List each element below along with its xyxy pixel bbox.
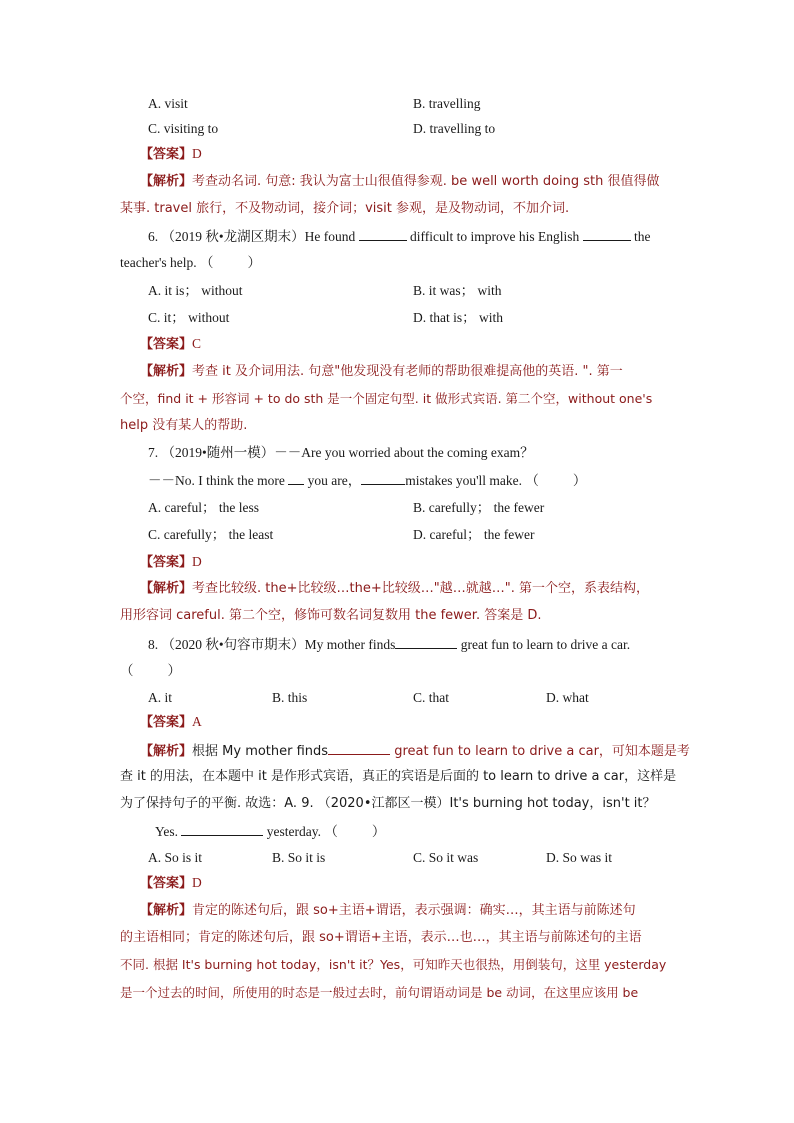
q8-option-b: B. this	[272, 690, 308, 705]
answer-blank	[361, 471, 405, 485]
q5-analysis-line-2: 某事. travel 旅行，不及物动词，接介词；visit 参观，是及物动词，不加介词.	[120, 201, 570, 216]
q7-answer	[140, 553, 202, 572]
analysis-label: 【解析】	[140, 174, 193, 189]
answer-blank	[288, 471, 304, 485]
q8-option-c: C. that	[413, 690, 449, 705]
q6-stem-line-2: teacher's help. （ ）	[120, 255, 262, 270]
answer-blank	[395, 635, 457, 649]
answer-value: C	[192, 336, 202, 351]
q6-answer	[140, 335, 201, 354]
q6-option-d: D. that is； with	[413, 310, 503, 325]
answer-value: A	[192, 714, 202, 729]
q7-option-c: C. carefully； the least	[148, 527, 274, 542]
q9-option-c: C. So it was	[413, 850, 479, 865]
q9-analysis-line-2: 的主语相同；肯定的陈述句后，跟 so+谓语+主语，表示…也…，其主语与前陈述句的主语	[120, 930, 642, 945]
q5-analysis-line-1: 【解析】考查动名词. 句意: 我认为富士山很值得参观. be well worth doing sth 很值得做	[140, 174, 660, 189]
q9-analysis-line-3: 不同. 根据 It's burning hot today，isn't it？Yes，可知昨天也很热，用倒装句，这里 yesterday	[120, 957, 667, 972]
q5-option-a: A. visit	[148, 96, 188, 111]
analysis-label: 【解析】	[140, 744, 193, 759]
q7-option-a: A. careful； the less	[148, 500, 259, 515]
answer-blank	[328, 741, 390, 755]
q9-option-d: D. So was it	[546, 850, 613, 865]
q8-stem-line-2: （ ）	[120, 663, 181, 678]
analysis-label: 【解析】	[140, 903, 193, 918]
q8-stem-line-1: 8. （2020 秋•句容市期末）My mother finds great fun to learn to drive a car.	[148, 637, 631, 652]
q9-answer	[140, 874, 202, 893]
q5-option-d: D. travelling to	[413, 121, 496, 136]
q9-option-b: B. So it is	[272, 850, 326, 865]
q7-stem-line-1: 7. （2019•随州一模）－－Are you worried about the coming exam？	[148, 445, 534, 460]
q7-option-b: B. carefully； the fewer	[413, 500, 545, 515]
q9-analysis-line-1: 【解析】肯定的陈述句后，跟 so+主语+谓语，表示强调：确实…，其主语与前陈述句	[140, 903, 636, 918]
answer-value: D	[192, 554, 202, 569]
q5-answer	[140, 145, 202, 164]
q6-option-b: B. it was； with	[413, 283, 502, 298]
analysis-label: 【解析】	[140, 364, 193, 379]
q8-answer	[140, 713, 202, 732]
q8-option-a: A. it	[148, 690, 173, 705]
q8-option-d: D. what	[546, 690, 589, 705]
answer-blank	[181, 822, 263, 836]
q5-option-c: C. visiting to	[148, 121, 219, 136]
q9-stem-line-2: Yes. yesterday. （ ）	[155, 824, 386, 839]
q8-analysis-line-2: 查 it 的用法，在本题中 it 是作形式宾语，真正的宾语是后面的 to learn to drive a car，这样是	[120, 769, 677, 784]
q6-analysis-line-1: 【解析】考查 it 及介词用法. 句意"他发现没有老师的帮助很难提高他的英语. ". 第一	[140, 364, 623, 379]
answer-label: 【答案】	[140, 715, 193, 730]
q7-analysis-line-1: 【解析】考查比较级. the+比较级…the+比较级…"越…就越…". 第一个空，系表结构，	[140, 581, 649, 596]
answer-blank	[583, 227, 631, 241]
q9-analysis-line-4: 是一个过去的时间，所使用的时态是一般过去时，前句谓语动词是 be 动词，在这里应该用 be	[120, 985, 639, 1000]
q7-option-d: D. careful； the fewer	[413, 527, 535, 542]
answer-value: D	[192, 875, 202, 890]
answer-blank	[359, 227, 407, 241]
q9-stem-line-1: 9. （2020•江都区一模）It's burning hot today，isn't it？	[301, 796, 656, 811]
q6-stem-line-1: 6. （2019 秋•龙湖区期末）He found difficult to improve his English the	[148, 229, 651, 244]
q5-option-b: B. travelling	[413, 96, 481, 111]
q6-analysis-line-2: 个空，find it + 形容词 + to do sth 是一个固定句型. it 做形式宾语. 第二个空，without one's	[120, 391, 653, 406]
q6-analysis-line-3: help 没有某人的帮助.	[120, 418, 248, 433]
q9-option-a: A. So is it	[148, 850, 203, 865]
answer-label: 【答案】	[140, 337, 193, 352]
answer-label: 【答案】	[140, 876, 193, 891]
q7-analysis-line-2: 用形容词 careful. 第二个空，修饰可数名词复数用 the fewer. 答案是 D.	[120, 608, 542, 623]
answer-label: 【答案】	[140, 147, 193, 162]
q8-analysis-line-3: 为了保持句子的平衡. 故选：A. 9. （2020•江都区一模）It's burning hot today，isn't it？	[120, 796, 656, 811]
analysis-label: 【解析】	[140, 581, 193, 596]
q8-analysis-line-1: 【解析】根据 My mother finds great fun to learn to drive a car，可知本题是考	[140, 741, 690, 761]
answer-value: D	[192, 146, 202, 161]
q6-option-a: A. it is； without	[148, 283, 243, 298]
answer-label: 【答案】	[140, 555, 193, 570]
q6-option-c: C. it； without	[148, 310, 230, 325]
q7-stem-line-2: －－No. I think the more you are， mistakes you'll make. （ ）	[148, 473, 587, 488]
